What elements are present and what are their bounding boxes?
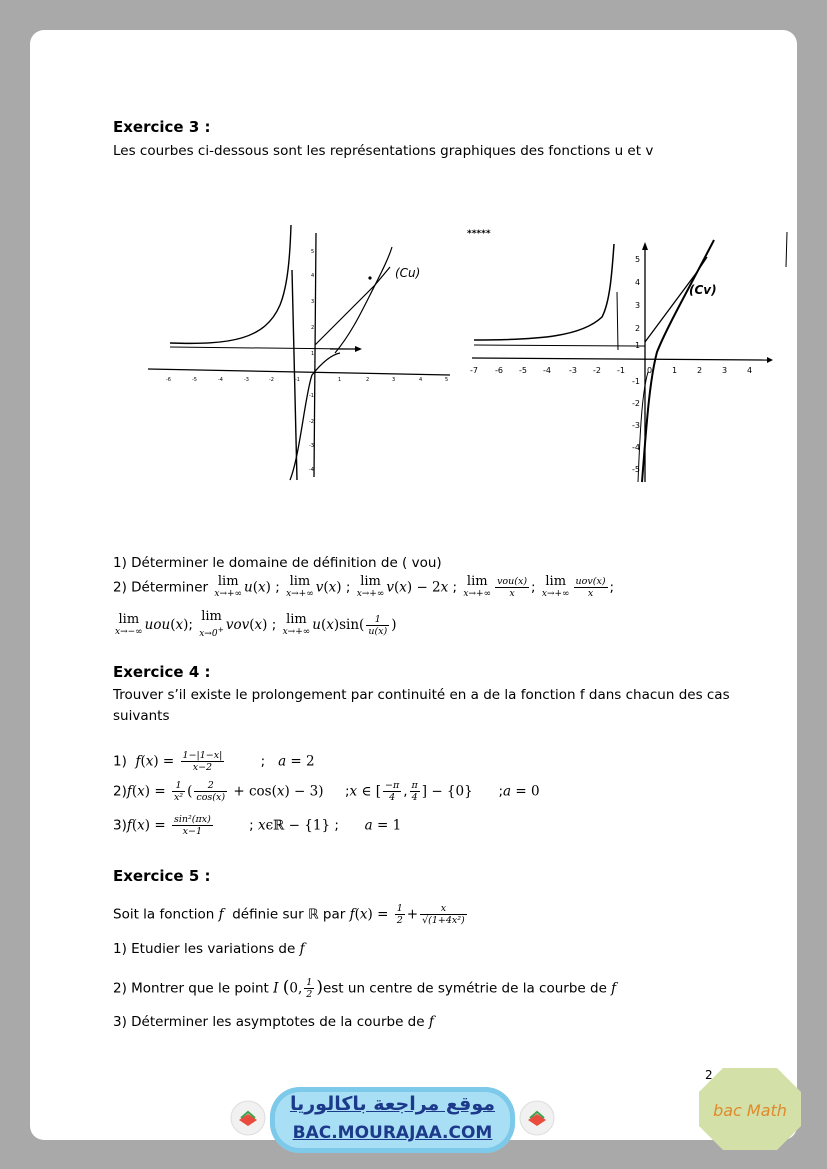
svg-text:-5: -5 [632,465,640,474]
svg-text:-4: -4 [309,467,314,473]
svg-text:-1: -1 [617,366,625,375]
svg-text:1: 1 [311,351,315,357]
svg-text:-2: -2 [309,419,314,425]
site-banner-url: BAC.MOURAJAA.COM [292,1123,493,1143]
exercise-4-case-1: 1) f(x) = $\frac{1-|1-x|}{x-2}$ ; a = 2 [113,750,315,773]
svg-text:-5: -5 [192,377,197,383]
svg-text:-3: -3 [309,443,314,449]
svg-text:3: 3 [635,301,641,310]
site-logo-left-icon [230,1100,266,1136]
svg-text:2: 2 [635,324,641,333]
exercise-3-q1: 1) Déterminer le domaine de définition de ( vou) [113,555,442,571]
svg-text:-1: -1 [632,377,640,386]
svg-text:2: 2 [311,325,315,331]
exercise-5-q2-text-b: est un centre de symétrie de la courbe de [322,980,607,997]
svg-text:-6: -6 [495,366,503,375]
exercise-3-q2-label: 2) Déterminer [113,579,209,596]
svg-text:-4: -4 [218,377,223,383]
svg-text:4: 4 [747,366,753,375]
exercise-3-intro: Les courbes ci-dessous sont les représentations graphiques des fonctions u et v [113,143,654,159]
svg-text:-4: -4 [543,366,551,375]
exercise-4-title: Exercice 4 : [113,663,211,681]
svg-text:1: 1 [338,377,342,383]
page-number: 2 [705,1068,713,1082]
svg-text:-2: -2 [593,366,601,375]
svg-text:3: 3 [392,377,396,383]
svg-text:-3: -3 [632,421,640,430]
site-banner-link[interactable] [270,1087,515,1153]
bac-math-logo [697,1066,803,1152]
svg-text:-1: -1 [309,393,314,399]
svg-text:4: 4 [311,273,315,279]
exercise-4-intro-1: Trouver s’il existe le prolongement par continuité en a de la fonction f dans chacun des cas [113,687,730,703]
site-logo-right-icon [519,1100,555,1136]
svg-text:1: 1 [672,366,678,375]
exercise-4-case-2: 2)f(x) = $\frac{1}{\text{x²}}$ ( $\frac{2}{\cos(x)}$ + cos(x) − 3) ;x ∈ [ $\frac{-\pi}{4}$ , $\frac{\pi}{4}$ ] − {0} ;a = 0 [113,780,540,803]
svg-text:2: 2 [366,377,370,383]
svg-text:-5: -5 [519,366,527,375]
bac-math-logo-text: bac Math [713,1101,787,1120]
svg-text:5: 5 [635,255,641,264]
exercise-3-q2-line1: 2) Déterminer lim x→+∞ u(x) ; lim x→+∞ v(x) ; lim x→+∞ v(x) − 2x ; lim x→+∞ $\frac{\text{vou(x)}}{x}$ ; lim x→+∞ $\frac{\text{uov(x)}}{x}$ ; [113,574,615,599]
svg-text:-4: -4 [632,443,640,452]
graph-u-label: (Cu) [395,266,421,280]
svg-text:-2: -2 [269,377,274,383]
exercise-5-q1: 1) Etudier les variations de f [113,941,305,957]
exercise-5-text-a: Soit la fonction [113,906,215,923]
svg-text:5: 5 [311,249,315,255]
exercise-4-case-3: 3)f(x) = $\frac{\text{sin²(πx)}}{x-1}$ ; xϵℝ − {1} ; a = 1 [113,814,402,837]
svg-text:5: 5 [445,377,449,383]
svg-text:3: 3 [722,366,728,375]
graph-v [462,232,792,492]
svg-text:-6: -6 [166,377,171,383]
svg-text:-3: -3 [569,366,577,375]
svg-text:4: 4 [635,278,641,287]
exercise-5-q3: 3) Déterminer les asymptotes de la courbe de f [113,1014,434,1030]
svg-text:0: 0 [647,366,653,375]
exercise-5-title: Exercice 5 : [113,867,211,885]
exercise-5-q3-text: 3) Déterminer les asymptotes de la courbe de [113,1014,425,1030]
svg-text:4: 4 [419,377,423,383]
exercise-3-title: Exercice 3 : [113,118,211,136]
svg-text:-7: -7 [470,366,478,375]
exercise-5-q1-text: 1) Etudier les variations de [113,941,296,957]
svg-text:-2: -2 [632,399,640,408]
graph-v-label: (Cv) [689,283,717,297]
site-banner-arabic: موقع مراجعة باكالوريا [289,1093,496,1115]
svg-text:3: 3 [311,299,315,305]
exercise-5-text-b: définie sur ℝ par [232,906,346,923]
graph-u [140,215,460,485]
svg-text:2: 2 [697,366,703,375]
exercise-5-q2: 2) Montrer que le point I (0, $\frac{1}{2}$ )est un centre de symétrie de la courbe de f [113,977,617,1000]
exercise-4-intro-2: suivants [113,708,170,724]
exercise-5-q2-text-a: 2) Montrer que le point [113,980,269,997]
exercise-3-q2-line2: lim x→−∞ uou(x); lim x→0+ vov(x) ; lim x→+∞ u(x)sin( $\frac{1}{u(x)}$ ) [115,609,397,639]
svg-text:-1: -1 [295,377,300,383]
separator-stars: ***** [467,229,491,239]
exercise-5-definition: Soit la fonction f définie sur ℝ par f(x) = $\frac{1}{2}$ + $\frac{x}{\text{√(1+4x²)}}$ [113,903,465,926]
svg-text:-3: -3 [244,377,249,383]
